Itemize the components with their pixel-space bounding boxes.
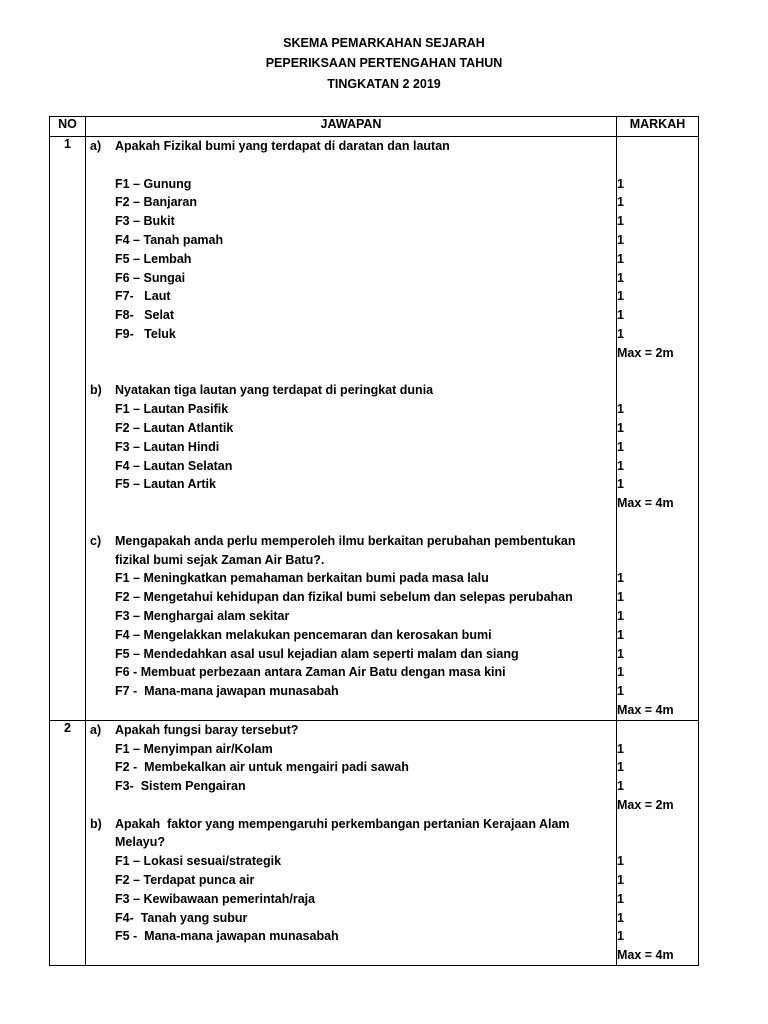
mark-value: 1 [617,477,624,492]
answer-point: F2 – Mengetahui kehidupan dan fizikal bumi sebelum dan selepas perubahan [115,590,573,605]
mark-value: 1 [617,571,624,586]
answer-point: F4 – Tanah pamah [115,232,224,247]
question-text-continued: fizikal bumi sejak Zaman Air Batu?. [115,552,325,567]
mark-value: 1 [617,289,624,304]
question-text-continued: Melayu? [115,835,166,850]
max-marks: Max = 4m [617,496,674,511]
mark-value: 1 [617,854,624,869]
mark-value: 1 [617,741,624,756]
mark-value: 1 [617,779,624,794]
mark-value: 1 [617,176,624,191]
column-header-answer: JAWAPAN [86,117,617,137]
question-number: 2 [50,720,86,965]
question-2-row [50,720,699,965]
answer-point: F5 – Mendedahkan asal usul kejadian alam seperti malam dan siang [115,646,519,661]
answer-point: F7- Laut [115,289,171,304]
column-header-no: NO [50,117,86,137]
question-label: b) [90,816,102,831]
answer-point: F3 – Kewibawaan pemerintah/raja [115,891,316,906]
max-marks: Max = 4m [617,702,674,717]
mark-value: 1 [617,326,624,341]
max-marks: Max = 2m [617,797,674,812]
answer-point: F8- Selat [115,308,175,323]
question-label: b) [90,383,102,398]
question-label: a) [90,139,102,153]
answer-point: F4 – Lautan Selatan [115,458,233,473]
question-number: 1 [50,137,86,721]
answer-cell [86,720,617,965]
question-1b [86,381,616,400]
mark-value: 1 [617,627,624,642]
answer-point: F1 – Lautan Pasifik [115,402,229,417]
document-subtitle: PEPERIKSAAN PERTENGAHAN TAHUN [265,56,503,70]
question-text: Mengapakah anda perlu memperoleh ilmu berkaitan perubahan pembentukan [115,533,576,548]
answer-point: F4 – Mengelakkan melakukan pencemaran dan kerosakan bumi [115,627,492,642]
answer-point: F4- Tanah yang subur [115,910,248,925]
mark-value: 1 [617,873,624,888]
question-1-row [50,137,699,721]
answer-point: F1 – Menyimpan air/Kolam [115,741,273,756]
mark-value: 1 [617,308,624,323]
mark-value: 1 [617,910,624,925]
answer-point: F5 – Lautan Artik [115,477,216,492]
answer-point: F2 – Terdapat punca air [115,873,255,888]
answer-point: F7 - Mana-mana jawapan munasabah [115,684,339,699]
answer-point: F3 – Bukit [115,214,175,229]
mark-value: 1 [617,458,624,473]
mark-value: 1 [617,929,624,944]
mark-value: 1 [617,646,624,661]
answer-point: F3 – Menghargai alam sekitar [115,608,290,623]
column-header-marks: MARKAH [617,117,699,137]
document-level: TINGKATAN 2 2019 [327,77,441,91]
answer-point: F2 – Lautan Atlantik [115,420,234,435]
mark-value: 1 [617,439,624,454]
max-marks: Max = 4m [617,948,674,963]
mark-value: 1 [617,402,624,417]
answer-point: F2 – Banjaran [115,195,197,210]
question-text: Apakah fungsi baray tersebut? [115,722,299,737]
mark-value: 1 [617,590,624,605]
document-title: SKEMA PEMARKAHAN SEJARAH [283,36,485,50]
answer-point: F1 – Lokasi sesuai/strategik [115,854,282,869]
mark-value: 1 [617,665,624,680]
question-label: c) [90,533,102,548]
marks-cell [617,137,699,721]
answer-cell [86,137,617,721]
question-text: Nyatakan tiga lautan yang terdapat di peringkat dunia [115,383,434,398]
question-text: Apakah faktor yang mempengaruhi perkembangan pertanian Kerajaan Alam [115,816,570,831]
question-2b [86,815,616,834]
marks-cell [617,720,699,965]
mark-value: 1 [617,195,624,210]
mark-value: 1 [617,891,624,906]
answer-point: F2 - Membekalkan air untuk mengairi padi sawah [115,760,409,775]
answer-point: F1 – Meningkatkan pemahaman berkaitan bumi pada masa lalu [115,571,489,586]
mark-value: 1 [617,270,624,285]
mark-value: 1 [617,420,624,435]
mark-value: 1 [617,608,624,623]
answer-point: F3- Sistem Pengairan [115,779,246,794]
answer-point: F9- Teluk [115,326,176,341]
question-1c [86,532,616,551]
table-header-row [50,117,699,137]
max-marks: Max = 2m [617,345,674,360]
mark-value: 1 [617,232,624,247]
answer-point: F5 – Lembah [115,251,192,266]
answer-point: F3 – Lautan Hindi [115,439,220,454]
mark-value: 1 [617,760,624,775]
question-1a [86,137,616,156]
answer-point: F6 – Sungai [115,270,186,285]
answer-point: F1 – Gunung [115,176,192,191]
marking-scheme-table [49,116,699,966]
question-text: Apakah Fizikal bumi yang terdapat di daratan dan lautan [115,139,450,153]
question-2a [86,721,616,740]
mark-value: 1 [617,684,624,699]
mark-value: 1 [617,214,624,229]
question-label: a) [90,722,102,737]
mark-value: 1 [617,251,624,266]
answer-point: F5 - Mana-mana jawapan munasabah [115,929,339,944]
answer-point: F6 - Membuat perbezaan antara Zaman Air Batu dengan masa kini [115,665,506,680]
